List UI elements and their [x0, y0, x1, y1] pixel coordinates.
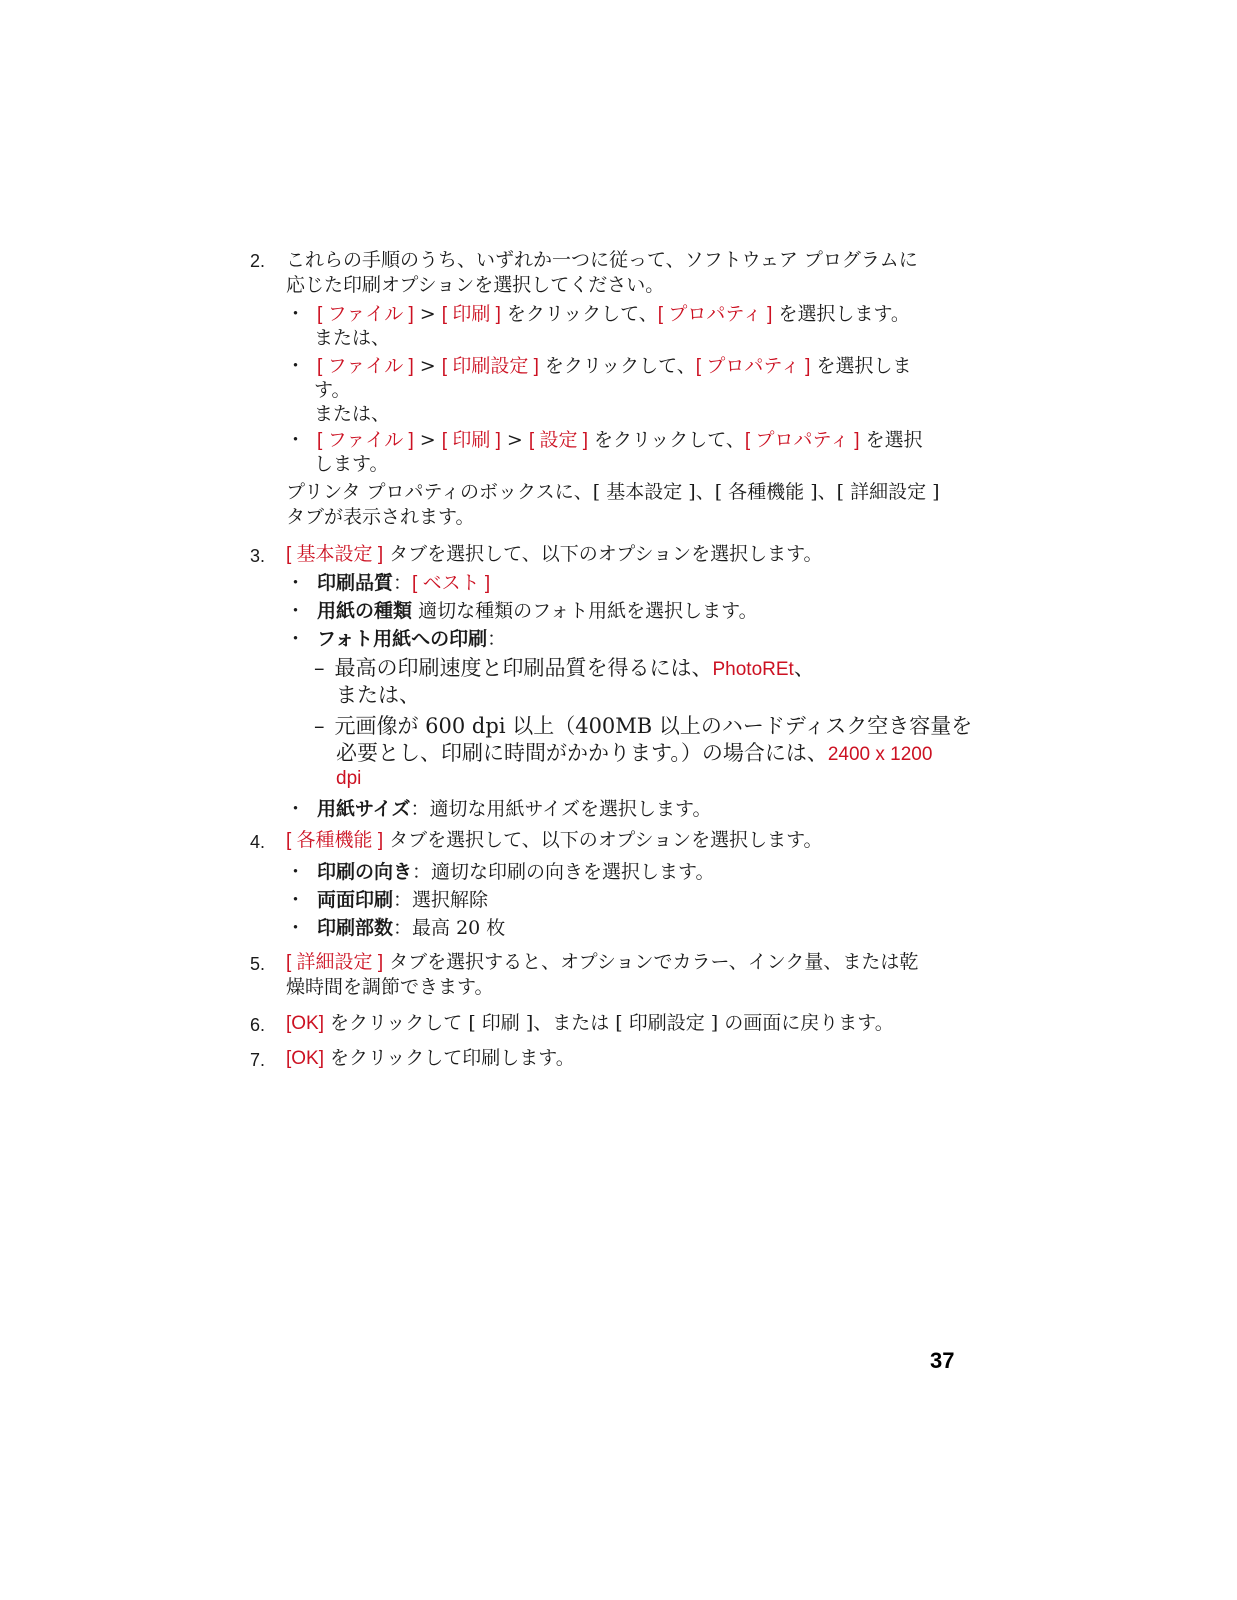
- text: す。: [314, 379, 351, 401]
- value: 2400 x 1200: [827, 744, 933, 765]
- colon: ：: [487, 628, 507, 650]
- step-number: 2.: [250, 251, 266, 271]
- result-text: プリンタ プロパティのボックスに、[ 基本設定 ]、[ 各種機能 ]、[ 詳細設定 ]: [286, 481, 940, 503]
- ok-button-ref: [OK]: [286, 1013, 325, 1034]
- tab-features: [ 各種機能 ]: [286, 830, 384, 851]
- bullet: ・: [286, 303, 306, 325]
- text: をクリックして印刷します。: [324, 1047, 575, 1069]
- text: をクリックして、: [538, 355, 696, 377]
- text: 必要とし、印刷に時間がかかります。）の場合には、: [336, 741, 828, 765]
- value: [ ベスト ]: [412, 573, 491, 594]
- label: 印刷部数: [317, 918, 394, 939]
- colon: ：: [393, 572, 413, 594]
- dash: –: [314, 714, 325, 738]
- step-text: 燥時間を調節できます。: [286, 976, 494, 998]
- text: を選択: [859, 429, 923, 451]
- ok-button-ref: [OK]: [286, 1048, 325, 1069]
- tab-basic-settings: [ 基本設定 ]: [286, 544, 384, 565]
- label: 用紙の種類: [317, 601, 413, 622]
- text: ：適切な用紙サイズを選択します。: [410, 798, 712, 820]
- bullet: ・: [286, 355, 306, 377]
- text: タブを選択して、以下のオプションを選択します。: [383, 543, 823, 565]
- text: をクリックして [ 印刷 ]、または [ 印刷設定 ] の画面に戻ります。: [324, 1012, 894, 1034]
- text: を選択しま: [810, 355, 912, 377]
- step-number: 4.: [250, 832, 266, 852]
- list-item: ・ 両面印刷：選択解除: [286, 889, 489, 911]
- list-item: ・ 用紙サイズ：適切な用紙サイズを選択します。: [286, 798, 712, 820]
- step-text: [286, 1046, 575, 1071]
- option-1: [286, 302, 910, 327]
- list-item: ・ 印刷の向き：適切な印刷の向きを選択します。: [286, 861, 715, 883]
- sub-item: [314, 714, 972, 738]
- menu-file: [ ファイル ]: [317, 430, 414, 451]
- list-item: ・ 用紙の種類 適切な種類のフォト用紙を選択します。: [286, 600, 758, 622]
- sub-item-cont: [336, 741, 932, 767]
- text: ：最高 20 枚: [393, 917, 506, 939]
- menu-file: [ ファイル ]: [317, 356, 414, 377]
- option-3: [286, 428, 923, 453]
- text: を選択します。: [772, 303, 910, 325]
- menu-print-setup: [ 印刷設定 ]: [441, 356, 539, 377]
- result-text: タブが表示されます。: [286, 506, 475, 528]
- label: 印刷品質: [317, 573, 394, 594]
- menu-setup: [ 設定 ]: [528, 430, 589, 451]
- tab-advanced: [ 詳細設定 ]: [286, 952, 384, 973]
- text: 最高の印刷速度と印刷品質を得るには、: [334, 656, 713, 680]
- menu-properties: [ プロパティ ]: [744, 430, 860, 451]
- step-text: [286, 950, 918, 975]
- menu-properties: [ プロパティ ]: [657, 304, 773, 325]
- separator: >: [413, 429, 442, 451]
- step-number: 3.: [250, 546, 266, 566]
- text: ：選択解除: [393, 889, 489, 911]
- text: 、: [793, 656, 815, 680]
- menu-print: [ 印刷 ]: [441, 304, 501, 325]
- dash: –: [314, 656, 325, 680]
- step-text: [286, 542, 823, 567]
- step-text: これらの手順のうち、いずれか一つに従って、ソフトウェア プログラムに: [286, 249, 918, 271]
- separator: >: [500, 429, 529, 451]
- step-text: 応じた印刷オプションを選択してください。: [286, 274, 665, 296]
- separator: >: [413, 355, 442, 377]
- or-text: または、: [314, 327, 391, 349]
- or-text: または、: [314, 403, 391, 425]
- text: をクリックして、: [500, 303, 658, 325]
- sub-item: [314, 656, 815, 682]
- label: 印刷の向き: [317, 862, 413, 883]
- list-item: ・ 印刷部数：最高 20 枚: [286, 917, 506, 939]
- text: 元画像が 600 dpi 以上（400MB 以上のハードディスク空き容量を: [334, 714, 973, 738]
- text: ：適切な印刷の向きを選択します。: [412, 861, 715, 883]
- step-number: 5.: [250, 954, 266, 974]
- option-2: [286, 354, 911, 379]
- text: 適切な種類のフォト用紙を選択します。: [412, 600, 758, 622]
- separator: >: [413, 303, 442, 325]
- value: dpi: [336, 768, 362, 789]
- bullet: ・: [286, 429, 306, 451]
- menu-properties: [ プロパティ ]: [695, 356, 811, 377]
- text: タブを選択すると、オプションでカラー、インク量、または乾: [383, 951, 919, 973]
- list-item: ・ フォト用紙への印刷：: [286, 628, 507, 650]
- menu-file: [ ファイル ]: [317, 304, 414, 325]
- text: をクリックして、: [588, 429, 745, 451]
- label: 用紙サイズ: [317, 799, 411, 820]
- step-text: [286, 1011, 894, 1036]
- page-number: 37: [930, 1348, 955, 1373]
- step-text: [286, 828, 823, 853]
- step-number: 7.: [250, 1050, 266, 1070]
- list-item: ・ 印刷品質：[ ベスト ]: [286, 572, 491, 594]
- label: フォト用紙への印刷: [317, 629, 488, 650]
- step-number: 6.: [250, 1015, 266, 1035]
- or-text: または、: [336, 683, 420, 707]
- text: します。: [314, 453, 389, 475]
- value: PhotoREt: [712, 659, 794, 680]
- menu-print: [ 印刷 ]: [441, 430, 501, 451]
- label: 両面印刷: [317, 890, 394, 911]
- text: タブを選択して、以下のオプションを選択します。: [383, 829, 823, 851]
